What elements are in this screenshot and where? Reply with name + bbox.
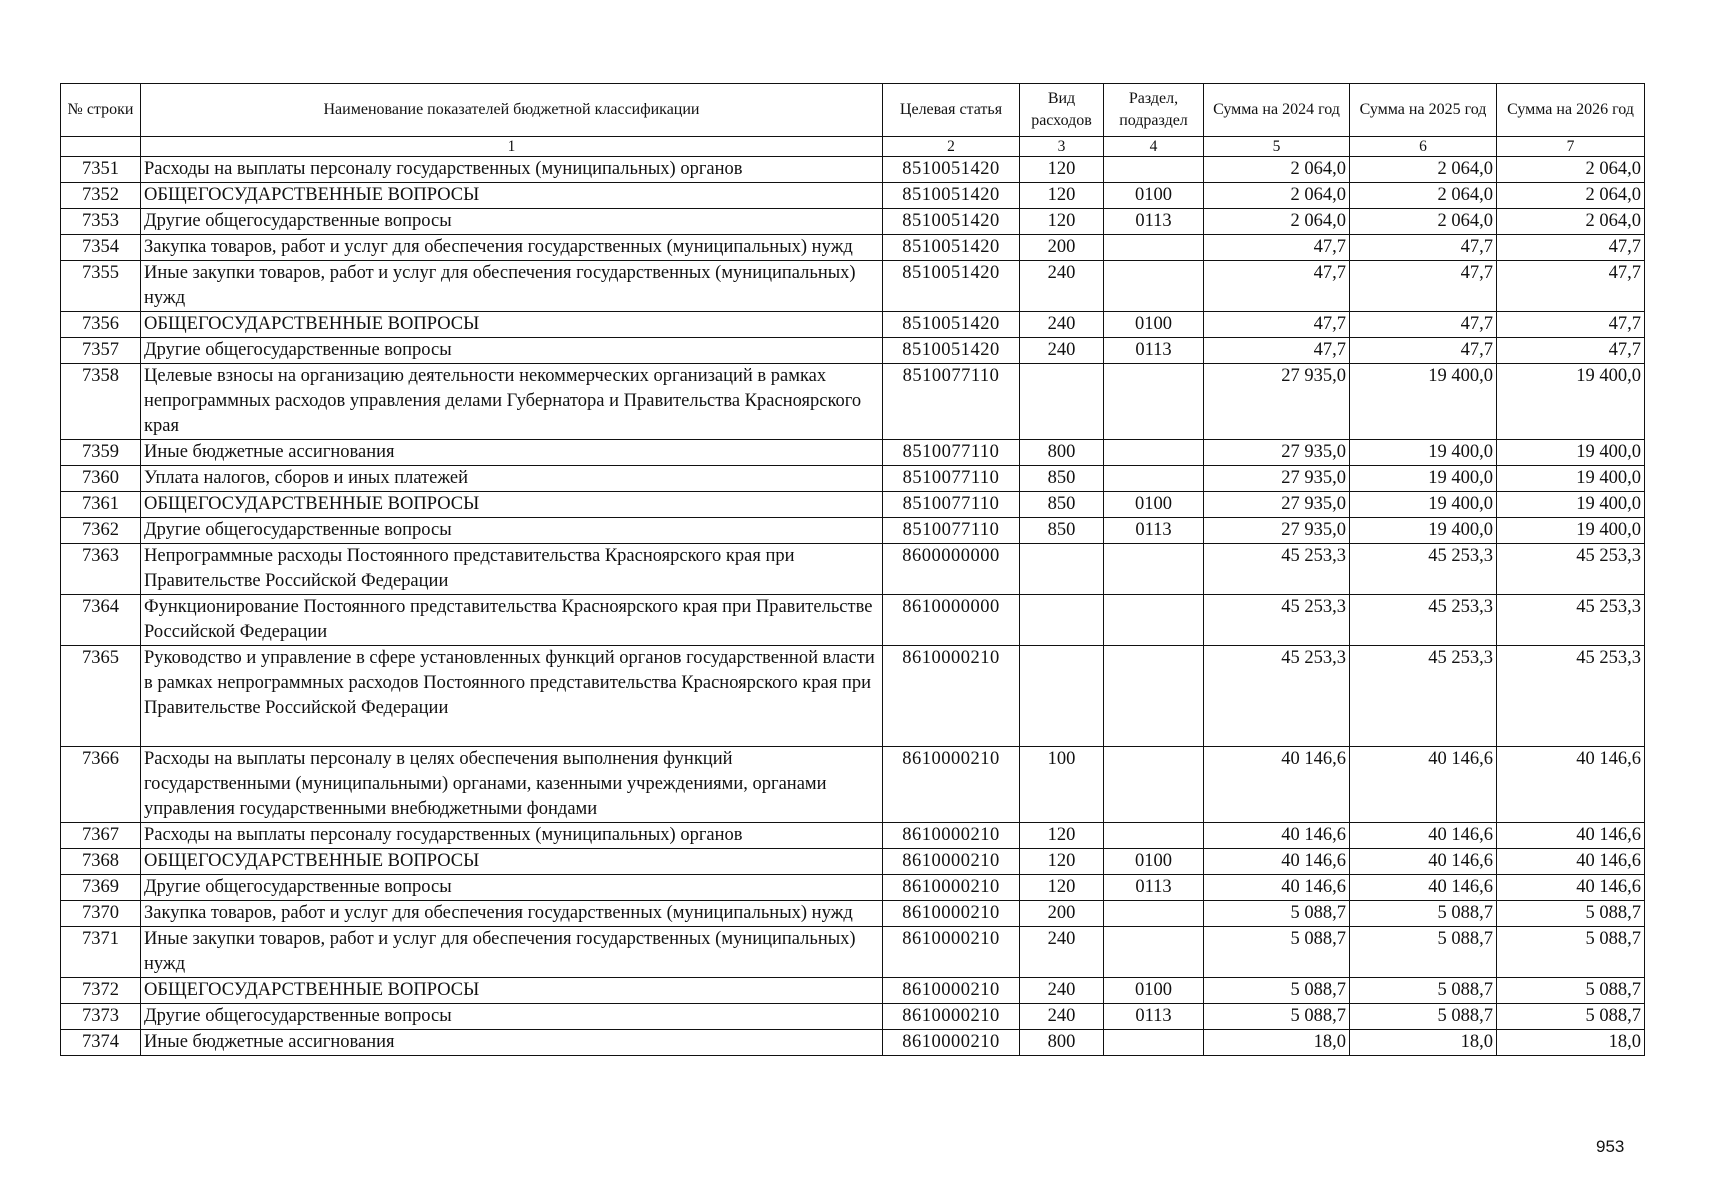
row-number: 7372 xyxy=(61,978,141,1004)
row-sum-2026: 19 400,0 xyxy=(1497,466,1645,492)
row-expense-type: 240 xyxy=(1020,338,1104,364)
row-sum-2026: 47,7 xyxy=(1497,235,1645,261)
row-sum-2024: 5 088,7 xyxy=(1204,978,1350,1004)
row-name: ОБЩЕГОСУДАРСТВЕННЫЕ ВОПРОСЫ xyxy=(141,849,883,875)
table-row xyxy=(61,875,1645,901)
row-sum-2026: 47,7 xyxy=(1497,261,1645,312)
row-section xyxy=(1104,261,1204,312)
row-target-item: 8510051420 xyxy=(883,338,1020,364)
row-sum-2025: 5 088,7 xyxy=(1350,978,1497,1004)
row-sum-2024: 27 935,0 xyxy=(1204,364,1350,440)
row-expense-type: 240 xyxy=(1020,927,1104,978)
row-target-item: 8610000210 xyxy=(883,978,1020,1004)
row-sum-2025: 2 064,0 xyxy=(1350,209,1497,235)
table-row xyxy=(61,364,1645,440)
row-number: 7362 xyxy=(61,518,141,544)
row-sum-2025: 47,7 xyxy=(1350,312,1497,338)
row-expense-type: 240 xyxy=(1020,261,1104,312)
row-name: Другие общегосударственные вопросы xyxy=(141,875,883,901)
row-number: 7355 xyxy=(61,261,141,312)
table-row xyxy=(61,849,1645,875)
row-target-item: 8610000210 xyxy=(883,1030,1020,1056)
row-sum-2025: 19 400,0 xyxy=(1350,364,1497,440)
row-name: Функционирование Постоянного представительства Красноярского края при Правительстве Российской Федерации xyxy=(141,595,883,646)
row-sum-2025: 2 064,0 xyxy=(1350,157,1497,183)
row-sum-2025: 45 253,3 xyxy=(1350,646,1497,747)
row-sum-2025: 45 253,3 xyxy=(1350,595,1497,646)
row-sum-2025: 19 400,0 xyxy=(1350,440,1497,466)
row-section: 0113 xyxy=(1104,518,1204,544)
row-sum-2026: 5 088,7 xyxy=(1497,1004,1645,1030)
row-sum-2026: 45 253,3 xyxy=(1497,595,1645,646)
header-name: Наименование показателей бюджетной классификации xyxy=(141,84,883,137)
row-sum-2024: 27 935,0 xyxy=(1204,466,1350,492)
table-body xyxy=(61,157,1645,1056)
row-target-item: 8610000210 xyxy=(883,927,1020,978)
row-name: Другие общегосударственные вопросы xyxy=(141,518,883,544)
column-number: 1 xyxy=(141,137,883,157)
row-sum-2026: 47,7 xyxy=(1497,312,1645,338)
row-sum-2026: 2 064,0 xyxy=(1497,183,1645,209)
column-number-row xyxy=(61,137,1645,157)
row-sum-2025: 5 088,7 xyxy=(1350,927,1497,978)
row-sum-2026: 19 400,0 xyxy=(1497,440,1645,466)
row-expense-type: 120 xyxy=(1020,183,1104,209)
row-number: 7364 xyxy=(61,595,141,646)
row-sum-2026: 19 400,0 xyxy=(1497,518,1645,544)
row-sum-2026: 45 253,3 xyxy=(1497,544,1645,595)
row-number: 7374 xyxy=(61,1030,141,1056)
column-number: 7 xyxy=(1497,137,1645,157)
row-section xyxy=(1104,901,1204,927)
row-target-item: 8510051420 xyxy=(883,235,1020,261)
row-number: 7366 xyxy=(61,747,141,823)
budget-table xyxy=(60,83,1645,1056)
row-name: Расходы на выплаты персоналу в целях обеспечения выполнения функций государственными (муниципальными) органами, казенными учреждениями, органами управления государственными внебюджетными фондами xyxy=(141,747,883,823)
row-sum-2024: 45 253,3 xyxy=(1204,544,1350,595)
row-target-item: 8610000210 xyxy=(883,646,1020,747)
row-expense-type xyxy=(1020,544,1104,595)
row-sum-2024: 27 935,0 xyxy=(1204,492,1350,518)
row-sum-2025: 40 146,6 xyxy=(1350,823,1497,849)
row-name: ОБЩЕГОСУДАРСТВЕННЫЕ ВОПРОСЫ xyxy=(141,312,883,338)
row-sum-2024: 2 064,0 xyxy=(1204,157,1350,183)
row-expense-type: 120 xyxy=(1020,875,1104,901)
row-sum-2025: 47,7 xyxy=(1350,235,1497,261)
row-target-item: 8610000210 xyxy=(883,823,1020,849)
row-sum-2024: 2 064,0 xyxy=(1204,183,1350,209)
row-number: 7351 xyxy=(61,157,141,183)
row-number: 7357 xyxy=(61,338,141,364)
row-expense-type: 800 xyxy=(1020,440,1104,466)
row-section: 0100 xyxy=(1104,849,1204,875)
row-name: Расходы на выплаты персоналу государственных (муниципальных) органов xyxy=(141,823,883,849)
row-target-item: 8510051420 xyxy=(883,261,1020,312)
row-expense-type: 100 xyxy=(1020,747,1104,823)
table-row xyxy=(61,518,1645,544)
header-section: Раздел, подраздел xyxy=(1104,84,1204,137)
row-sum-2024: 27 935,0 xyxy=(1204,518,1350,544)
header-sum-2026: Сумма на 2026 год xyxy=(1497,84,1645,137)
row-sum-2024: 47,7 xyxy=(1204,312,1350,338)
table-row xyxy=(61,338,1645,364)
row-section xyxy=(1104,747,1204,823)
row-sum-2026: 40 146,6 xyxy=(1497,875,1645,901)
row-section xyxy=(1104,235,1204,261)
row-sum-2026: 47,7 xyxy=(1497,338,1645,364)
row-target-item: 8510077110 xyxy=(883,466,1020,492)
table-row xyxy=(61,492,1645,518)
row-sum-2026: 2 064,0 xyxy=(1497,157,1645,183)
row-name: Иные закупки товаров, работ и услуг для обеспечения государственных (муниципальных) нужд xyxy=(141,261,883,312)
row-sum-2026: 19 400,0 xyxy=(1497,492,1645,518)
table-row xyxy=(61,209,1645,235)
column-number: 6 xyxy=(1350,137,1497,157)
row-target-item: 8610000000 xyxy=(883,595,1020,646)
row-section: 0100 xyxy=(1104,492,1204,518)
row-sum-2024: 40 146,6 xyxy=(1204,875,1350,901)
row-sum-2024: 47,7 xyxy=(1204,338,1350,364)
row-number: 7371 xyxy=(61,927,141,978)
row-sum-2024: 40 146,6 xyxy=(1204,823,1350,849)
row-sum-2025: 19 400,0 xyxy=(1350,466,1497,492)
row-sum-2024: 47,7 xyxy=(1204,261,1350,312)
row-section xyxy=(1104,595,1204,646)
column-number: 3 xyxy=(1020,137,1104,157)
row-sum-2026: 5 088,7 xyxy=(1497,901,1645,927)
row-sum-2025: 18,0 xyxy=(1350,1030,1497,1056)
row-sum-2024: 45 253,3 xyxy=(1204,595,1350,646)
row-section xyxy=(1104,1030,1204,1056)
row-sum-2026: 2 064,0 xyxy=(1497,209,1645,235)
row-sum-2024: 47,7 xyxy=(1204,235,1350,261)
row-expense-type: 120 xyxy=(1020,849,1104,875)
row-number: 7359 xyxy=(61,440,141,466)
table-row xyxy=(61,1004,1645,1030)
row-number: 7373 xyxy=(61,1004,141,1030)
row-number: 7367 xyxy=(61,823,141,849)
row-name: Другие общегосударственные вопросы xyxy=(141,209,883,235)
row-name: Целевые взносы на организацию деятельности некоммерческих организаций в рамках непрограммных расходов управления делами Губернатора и Правительства Красноярского края xyxy=(141,364,883,440)
row-sum-2025: 40 146,6 xyxy=(1350,747,1497,823)
table-row xyxy=(61,312,1645,338)
table-row xyxy=(61,646,1645,747)
row-sum-2025: 19 400,0 xyxy=(1350,518,1497,544)
row-expense-type: 850 xyxy=(1020,466,1104,492)
row-number: 7360 xyxy=(61,466,141,492)
row-sum-2025: 40 146,6 xyxy=(1350,849,1497,875)
row-target-item: 8510077110 xyxy=(883,518,1020,544)
row-sum-2026: 5 088,7 xyxy=(1497,978,1645,1004)
row-sum-2026: 19 400,0 xyxy=(1497,364,1645,440)
table-row xyxy=(61,440,1645,466)
row-sum-2025: 47,7 xyxy=(1350,338,1497,364)
row-section: 0100 xyxy=(1104,312,1204,338)
row-target-item: 8510077110 xyxy=(883,364,1020,440)
table-row xyxy=(61,235,1645,261)
row-sum-2026: 18,0 xyxy=(1497,1030,1645,1056)
header-expense-type: Вид расходов xyxy=(1020,84,1104,137)
row-expense-type xyxy=(1020,595,1104,646)
row-sum-2025: 19 400,0 xyxy=(1350,492,1497,518)
row-target-item: 8510051420 xyxy=(883,209,1020,235)
table-row xyxy=(61,183,1645,209)
row-sum-2025: 5 088,7 xyxy=(1350,1004,1497,1030)
row-expense-type: 200 xyxy=(1020,901,1104,927)
header-sum-2024: Сумма на 2024 год xyxy=(1204,84,1350,137)
row-number: 7363 xyxy=(61,544,141,595)
row-expense-type xyxy=(1020,646,1104,747)
row-expense-type: 200 xyxy=(1020,235,1104,261)
row-target-item: 8610000210 xyxy=(883,901,1020,927)
row-name: Расходы на выплаты персоналу государственных (муниципальных) органов xyxy=(141,157,883,183)
row-sum-2025: 40 146,6 xyxy=(1350,875,1497,901)
row-number: 7354 xyxy=(61,235,141,261)
table-row xyxy=(61,1030,1645,1056)
row-expense-type: 240 xyxy=(1020,312,1104,338)
row-sum-2024: 5 088,7 xyxy=(1204,1004,1350,1030)
row-section xyxy=(1104,466,1204,492)
row-section xyxy=(1104,823,1204,849)
row-sum-2024: 45 253,3 xyxy=(1204,646,1350,747)
row-sum-2026: 40 146,6 xyxy=(1497,747,1645,823)
table-row xyxy=(61,261,1645,312)
row-expense-type: 120 xyxy=(1020,823,1104,849)
row-sum-2024: 40 146,6 xyxy=(1204,747,1350,823)
table-row xyxy=(61,901,1645,927)
column-number xyxy=(61,137,141,157)
row-sum-2026: 45 253,3 xyxy=(1497,646,1645,747)
row-expense-type: 850 xyxy=(1020,518,1104,544)
row-section xyxy=(1104,364,1204,440)
row-number: 7358 xyxy=(61,364,141,440)
row-number: 7353 xyxy=(61,209,141,235)
row-sum-2026: 40 146,6 xyxy=(1497,823,1645,849)
row-name: Иные бюджетные ассигнования xyxy=(141,440,883,466)
row-section: 0113 xyxy=(1104,1004,1204,1030)
header-row xyxy=(61,84,1645,137)
header-row-no: № строки xyxy=(61,84,141,137)
row-sum-2025: 45 253,3 xyxy=(1350,544,1497,595)
row-target-item: 8600000000 xyxy=(883,544,1020,595)
row-section: 0100 xyxy=(1104,183,1204,209)
table-header xyxy=(61,84,1645,157)
row-number: 7365 xyxy=(61,646,141,747)
table-row xyxy=(61,466,1645,492)
row-section: 0113 xyxy=(1104,338,1204,364)
row-number: 7361 xyxy=(61,492,141,518)
row-number: 7352 xyxy=(61,183,141,209)
row-target-item: 8510051420 xyxy=(883,312,1020,338)
row-name: Другие общегосударственные вопросы xyxy=(141,338,883,364)
row-target-item: 8610000210 xyxy=(883,875,1020,901)
header-sum-2025: Сумма на 2025 год xyxy=(1350,84,1497,137)
row-sum-2024: 5 088,7 xyxy=(1204,927,1350,978)
row-number: 7370 xyxy=(61,901,141,927)
row-name: Непрограммные расходы Постоянного представительства Красноярского края при Правительстве Российской Федерации xyxy=(141,544,883,595)
row-target-item: 8510051420 xyxy=(883,183,1020,209)
row-expense-type: 120 xyxy=(1020,157,1104,183)
row-sum-2024: 5 088,7 xyxy=(1204,901,1350,927)
row-target-item: 8510051420 xyxy=(883,157,1020,183)
row-section xyxy=(1104,544,1204,595)
table-row xyxy=(61,595,1645,646)
row-name: Иные бюджетные ассигнования xyxy=(141,1030,883,1056)
row-section xyxy=(1104,157,1204,183)
row-expense-type: 800 xyxy=(1020,1030,1104,1056)
row-name: Руководство и управление в сфере установленных функций органов государственной власти в рамках непрограммных расходов Постоянного представительства Красноярского края при Правительстве Российской Федерации xyxy=(141,646,883,747)
row-number: 7368 xyxy=(61,849,141,875)
row-target-item: 8510077110 xyxy=(883,492,1020,518)
row-target-item: 8510077110 xyxy=(883,440,1020,466)
table-row xyxy=(61,927,1645,978)
row-sum-2024: 18,0 xyxy=(1204,1030,1350,1056)
row-expense-type: 240 xyxy=(1020,1004,1104,1030)
row-expense-type: 120 xyxy=(1020,209,1104,235)
row-sum-2025: 2 064,0 xyxy=(1350,183,1497,209)
row-name: Уплата налогов, сборов и иных платежей xyxy=(141,466,883,492)
table-row xyxy=(61,544,1645,595)
row-sum-2026: 40 146,6 xyxy=(1497,849,1645,875)
table-row xyxy=(61,823,1645,849)
row-name: Закупка товаров, работ и услуг для обеспечения государственных (муниципальных) нужд xyxy=(141,235,883,261)
row-number: 7356 xyxy=(61,312,141,338)
row-expense-type xyxy=(1020,364,1104,440)
row-name: Другие общегосударственные вопросы xyxy=(141,1004,883,1030)
row-sum-2024: 27 935,0 xyxy=(1204,440,1350,466)
row-name: Иные закупки товаров, работ и услуг для обеспечения государственных (муниципальных) нужд xyxy=(141,927,883,978)
row-sum-2025: 47,7 xyxy=(1350,261,1497,312)
row-section: 0113 xyxy=(1104,209,1204,235)
column-number: 2 xyxy=(883,137,1020,157)
table-row xyxy=(61,157,1645,183)
row-expense-type: 850 xyxy=(1020,492,1104,518)
row-name: ОБЩЕГОСУДАРСТВЕННЫЕ ВОПРОСЫ xyxy=(141,978,883,1004)
page-number: 953 xyxy=(1596,1137,1625,1156)
column-number: 5 xyxy=(1204,137,1350,157)
row-sum-2024: 40 146,6 xyxy=(1204,849,1350,875)
header-target-item: Целевая статья xyxy=(883,84,1020,137)
row-name: ОБЩЕГОСУДАРСТВЕННЫЕ ВОПРОСЫ xyxy=(141,183,883,209)
row-number: 7369 xyxy=(61,875,141,901)
row-name: ОБЩЕГОСУДАРСТВЕННЫЕ ВОПРОСЫ xyxy=(141,492,883,518)
table-row xyxy=(61,978,1645,1004)
row-section: 0113 xyxy=(1104,875,1204,901)
row-target-item: 8610000210 xyxy=(883,1004,1020,1030)
row-sum-2024: 2 064,0 xyxy=(1204,209,1350,235)
row-section: 0100 xyxy=(1104,978,1204,1004)
row-section xyxy=(1104,646,1204,747)
table-row xyxy=(61,747,1645,823)
row-section xyxy=(1104,927,1204,978)
row-name: Закупка товаров, работ и услуг для обеспечения государственных (муниципальных) нужд xyxy=(141,901,883,927)
row-expense-type: 240 xyxy=(1020,978,1104,1004)
row-target-item: 8610000210 xyxy=(883,747,1020,823)
row-sum-2026: 5 088,7 xyxy=(1497,927,1645,978)
row-sum-2025: 5 088,7 xyxy=(1350,901,1497,927)
row-section xyxy=(1104,440,1204,466)
column-number: 4 xyxy=(1104,137,1204,157)
row-target-item: 8610000210 xyxy=(883,849,1020,875)
